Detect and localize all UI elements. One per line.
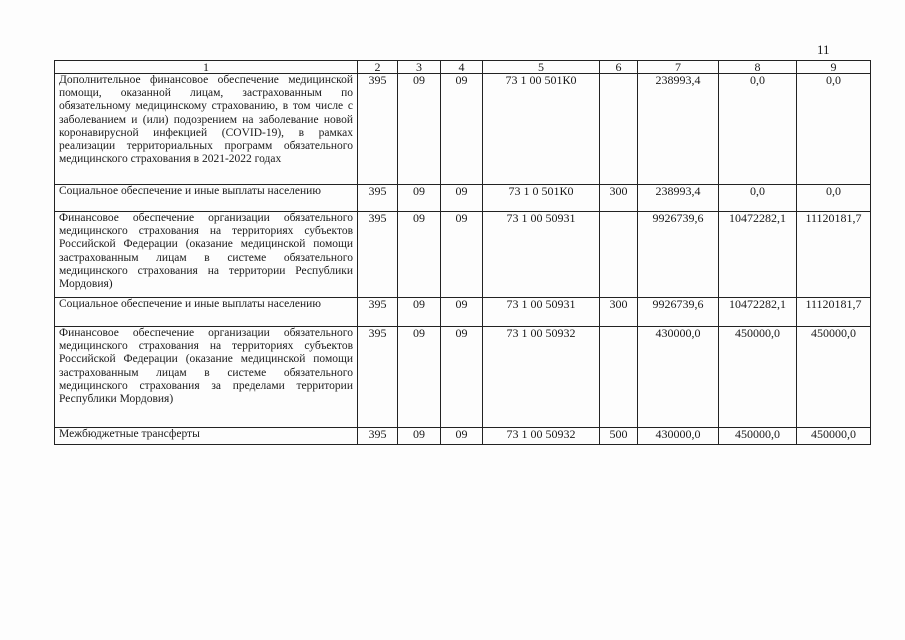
section-code: 09 — [398, 428, 441, 445]
row-name: Дополнительное финансовое обеспечение медицинской помощи, оказанной лицам, застрахованным по обязательному медицинскому страхованию, в том числе с заболеванием и (или) подозрением на заболевание новой коронавирусной инфекцией (COVID-19), в рамках реализации территориальных программ обязательного медицинского страхования в 2021-2022 годах — [55, 74, 358, 185]
ministry-code: 395 — [358, 212, 398, 298]
header-cell: 9 — [797, 61, 871, 74]
amount-col8: 0,0 — [719, 185, 797, 212]
section-code: 09 — [398, 185, 441, 212]
subsection-code: 09 — [441, 74, 483, 185]
expense-type-code: 300 — [600, 185, 638, 212]
amount-col7: 238993,4 — [638, 185, 719, 212]
amount-col7: 238993,4 — [638, 74, 719, 185]
header-cell: 2 — [358, 61, 398, 74]
table-row — [55, 298, 871, 327]
target-article-code: 73 1 00 50931 — [483, 212, 600, 298]
amount-col8: 450000,0 — [719, 327, 797, 428]
row-name: Межбюджетные трансферты — [55, 428, 358, 445]
header-cell: 5 — [483, 61, 600, 74]
amount-col8: 0,0 — [719, 74, 797, 185]
section-code: 09 — [398, 212, 441, 298]
amount-col7: 430000,0 — [638, 327, 719, 428]
ministry-code: 395 — [358, 298, 398, 327]
expense-type-code — [600, 74, 638, 185]
header-cell: 7 — [638, 61, 719, 74]
subsection-code: 09 — [441, 298, 483, 327]
amount-col8: 10472282,1 — [719, 212, 797, 298]
target-article-code: 73 1 00 50932 — [483, 428, 600, 445]
row-name: Социальное обеспечение и иные выплаты населению — [55, 185, 358, 212]
header-cell: 8 — [719, 61, 797, 74]
ministry-code: 395 — [358, 327, 398, 428]
subsection-code: 09 — [441, 185, 483, 212]
expense-type-code — [600, 212, 638, 298]
ministry-code: 395 — [358, 428, 398, 445]
amount-col8: 450000,0 — [719, 428, 797, 445]
table-row — [55, 185, 871, 212]
ministry-code: 395 — [358, 74, 398, 185]
row-name: Финансовое обеспечение организации обязательного медицинского страхования на территориях субъектов Российской Федерации (оказание медицинской помощи застрахованным лицам в системе обязательного медицинского страхования за пределами территории Республики Мордовия) — [55, 327, 358, 428]
subsection-code: 09 — [441, 428, 483, 445]
amount-col7: 430000,0 — [638, 428, 719, 445]
target-article-code: 73 1 00 50931 — [483, 298, 600, 327]
expense-type-code: 300 — [600, 298, 638, 327]
table-row — [55, 327, 871, 428]
header-row — [55, 61, 871, 74]
section-code: 09 — [398, 74, 441, 185]
amount-col8: 10472282,1 — [719, 298, 797, 327]
header-cell: 1 — [55, 61, 358, 74]
target-article-code: 73 1 00 501К0 — [483, 74, 600, 185]
row-name: Финансовое обеспечение организации обязательного медицинского страхования на территориях субъектов Российской Федерации (оказание медицинской помощи застрахованным лицам в системе обязательного медицинского страхования на территории Республики Мордовия) — [55, 212, 358, 298]
amount-col7: 9926739,6 — [638, 298, 719, 327]
table-row — [55, 212, 871, 298]
header-cell: 3 — [398, 61, 441, 74]
subsection-code: 09 — [441, 327, 483, 428]
amount-col9: 0,0 — [797, 185, 871, 212]
target-article-code: 73 1 0 501К0 — [483, 185, 600, 212]
amount-col9: 450000,0 — [797, 428, 871, 445]
header-cell: 4 — [441, 61, 483, 74]
expense-type-code: 500 — [600, 428, 638, 445]
amount-col9: 11120181,7 — [797, 298, 871, 327]
target-article-code: 73 1 00 50932 — [483, 327, 600, 428]
amount-col9: 0,0 — [797, 74, 871, 185]
ministry-code: 395 — [358, 185, 398, 212]
amount-col7: 9926739,6 — [638, 212, 719, 298]
amount-col9: 450000,0 — [797, 327, 871, 428]
section-code: 09 — [398, 298, 441, 327]
table-row — [55, 428, 871, 445]
table-row — [55, 74, 871, 185]
page-number: 11 — [817, 42, 830, 57]
subsection-code: 09 — [441, 212, 483, 298]
budget-table — [54, 60, 871, 445]
section-code: 09 — [398, 327, 441, 428]
amount-col9: 11120181,7 — [797, 212, 871, 298]
row-name: Социальное обеспечение и иные выплаты населению — [55, 298, 358, 327]
header-cell: 6 — [600, 61, 638, 74]
expense-type-code — [600, 327, 638, 428]
